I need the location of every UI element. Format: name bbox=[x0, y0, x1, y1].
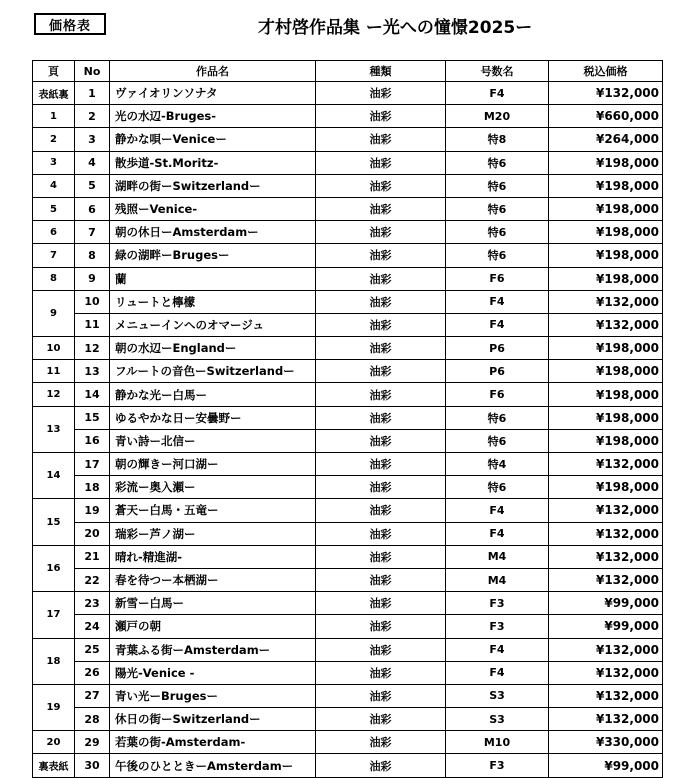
medium-cell: 油彩 bbox=[316, 244, 446, 267]
table-row bbox=[33, 313, 663, 336]
table-row bbox=[33, 731, 663, 754]
title-cell: 午後のひとときーAmsterdamー bbox=[110, 754, 316, 777]
title-cell: 蒼天ー白馬・五竜ー bbox=[110, 499, 316, 522]
title-cell: 若葉の街-Amsterdam- bbox=[110, 731, 316, 754]
table-row bbox=[33, 638, 663, 661]
no-cell: 4 bbox=[75, 151, 110, 174]
price-list-badge: 価格表 bbox=[34, 13, 106, 35]
no-cell: 20 bbox=[75, 522, 110, 545]
no-cell: 3 bbox=[75, 128, 110, 151]
medium-cell: 油彩 bbox=[316, 429, 446, 452]
page-cell: 9 bbox=[33, 290, 75, 336]
size-cell: P6 bbox=[446, 360, 549, 383]
price-cell: ¥198,000 bbox=[549, 174, 663, 197]
size-cell: 特8 bbox=[446, 128, 549, 151]
title-cell: 残照ーVenice- bbox=[110, 197, 316, 220]
size-cell: F4 bbox=[446, 313, 549, 336]
table-row bbox=[33, 244, 663, 267]
price-cell: ¥99,000 bbox=[549, 592, 663, 615]
title-cell: 朝の水辺ーEnglandー bbox=[110, 337, 316, 360]
header-no: No bbox=[75, 61, 110, 82]
no-cell: 17 bbox=[75, 453, 110, 476]
table-row bbox=[33, 708, 663, 731]
size-cell: P6 bbox=[446, 337, 549, 360]
medium-cell: 油彩 bbox=[316, 151, 446, 174]
medium-cell: 油彩 bbox=[316, 197, 446, 220]
size-cell: 特6 bbox=[446, 476, 549, 499]
price-cell: ¥132,000 bbox=[549, 708, 663, 731]
page-cell: 表紙裏 bbox=[33, 82, 75, 105]
table-row bbox=[33, 684, 663, 707]
size-cell: 特6 bbox=[446, 151, 549, 174]
price-cell: ¥99,000 bbox=[549, 754, 663, 777]
no-cell: 18 bbox=[75, 476, 110, 499]
page-cell: 10 bbox=[33, 337, 75, 360]
medium-cell: 油彩 bbox=[316, 406, 446, 429]
header-name: 作品名 bbox=[110, 61, 316, 82]
price-cell: ¥198,000 bbox=[549, 151, 663, 174]
title-cell: 晴れ-精進湖- bbox=[110, 545, 316, 568]
no-cell: 19 bbox=[75, 499, 110, 522]
size-cell: S3 bbox=[446, 708, 549, 731]
title-cell: フルートの音色ーSwitzerlandー bbox=[110, 360, 316, 383]
title-cell: 休日の街ーSwitzerlandー bbox=[110, 708, 316, 731]
medium-cell: 油彩 bbox=[316, 267, 446, 290]
price-cell: ¥198,000 bbox=[549, 383, 663, 406]
price-cell: ¥132,000 bbox=[549, 684, 663, 707]
header-size: 号数名 bbox=[446, 61, 549, 82]
page-cell: 4 bbox=[33, 174, 75, 197]
header-price: 税込価格 bbox=[549, 61, 663, 82]
no-cell: 21 bbox=[75, 545, 110, 568]
table-row bbox=[33, 151, 663, 174]
table-row bbox=[33, 174, 663, 197]
medium-cell: 油彩 bbox=[316, 661, 446, 684]
title-cell: ヴァイオリンソナタ bbox=[110, 82, 316, 105]
table-body bbox=[33, 82, 663, 778]
size-cell: 特6 bbox=[446, 197, 549, 220]
no-cell: 23 bbox=[75, 592, 110, 615]
medium-cell: 油彩 bbox=[316, 708, 446, 731]
title-cell: 静かな光ー白馬ー bbox=[110, 383, 316, 406]
size-cell: F3 bbox=[446, 754, 549, 777]
price-cell: ¥198,000 bbox=[549, 476, 663, 499]
table-row bbox=[33, 337, 663, 360]
no-cell: 25 bbox=[75, 638, 110, 661]
page-title: 才村啓作品集 ー光への憧憬2025ー bbox=[258, 18, 533, 38]
page-cell: 7 bbox=[33, 244, 75, 267]
price-cell: ¥198,000 bbox=[549, 406, 663, 429]
title-cell: 静かな唄ーVeniceー bbox=[110, 128, 316, 151]
price-cell: ¥132,000 bbox=[549, 453, 663, 476]
medium-cell: 油彩 bbox=[316, 313, 446, 336]
page-cell: 6 bbox=[33, 221, 75, 244]
table-row bbox=[33, 568, 663, 591]
title-cell: 朝の輝きー河口湖ー bbox=[110, 453, 316, 476]
table-row bbox=[33, 522, 663, 545]
size-cell: F6 bbox=[446, 383, 549, 406]
medium-cell: 油彩 bbox=[316, 360, 446, 383]
price-cell: ¥198,000 bbox=[549, 360, 663, 383]
size-cell: F3 bbox=[446, 615, 549, 638]
no-cell: 9 bbox=[75, 267, 110, 290]
table-row bbox=[33, 221, 663, 244]
medium-cell: 油彩 bbox=[316, 453, 446, 476]
title-cell: 瑞彩ー芦ノ湖ー bbox=[110, 522, 316, 545]
price-cell: ¥132,000 bbox=[549, 522, 663, 545]
size-cell: 特6 bbox=[446, 429, 549, 452]
medium-cell: 油彩 bbox=[316, 638, 446, 661]
price-table bbox=[32, 60, 663, 778]
no-cell: 11 bbox=[75, 313, 110, 336]
no-cell: 14 bbox=[75, 383, 110, 406]
size-cell: M4 bbox=[446, 568, 549, 591]
size-cell: M10 bbox=[446, 731, 549, 754]
medium-cell: 油彩 bbox=[316, 522, 446, 545]
price-cell: ¥198,000 bbox=[549, 267, 663, 290]
table-header-row bbox=[33, 61, 663, 82]
medium-cell: 油彩 bbox=[316, 290, 446, 313]
medium-cell: 油彩 bbox=[316, 383, 446, 406]
no-cell: 1 bbox=[75, 82, 110, 105]
size-cell: M4 bbox=[446, 545, 549, 568]
no-cell: 10 bbox=[75, 290, 110, 313]
page-cell: 裏表紙 bbox=[33, 754, 75, 777]
title-cell: 緑の湖畔ーBrugesー bbox=[110, 244, 316, 267]
no-cell: 12 bbox=[75, 337, 110, 360]
medium-cell: 油彩 bbox=[316, 476, 446, 499]
price-cell: ¥264,000 bbox=[549, 128, 663, 151]
page-cell: 1 bbox=[33, 105, 75, 128]
no-cell: 28 bbox=[75, 708, 110, 731]
table-row bbox=[33, 476, 663, 499]
table-row bbox=[33, 360, 663, 383]
title-cell: リュートと檸檬 bbox=[110, 290, 316, 313]
page-cell: 8 bbox=[33, 267, 75, 290]
no-cell: 5 bbox=[75, 174, 110, 197]
medium-cell: 油彩 bbox=[316, 82, 446, 105]
table-row bbox=[33, 499, 663, 522]
page-cell: 13 bbox=[33, 406, 75, 452]
medium-cell: 油彩 bbox=[316, 337, 446, 360]
no-cell: 15 bbox=[75, 406, 110, 429]
page-cell: 17 bbox=[33, 592, 75, 638]
size-cell: F3 bbox=[446, 592, 549, 615]
size-cell: F6 bbox=[446, 267, 549, 290]
price-cell: ¥132,000 bbox=[549, 568, 663, 591]
page-cell: 15 bbox=[33, 499, 75, 545]
medium-cell: 油彩 bbox=[316, 545, 446, 568]
title-cell: メニューインへのオマージュ bbox=[110, 313, 316, 336]
page-cell: 12 bbox=[33, 383, 75, 406]
price-cell: ¥132,000 bbox=[549, 290, 663, 313]
title-cell: 青い光ーBrugesー bbox=[110, 684, 316, 707]
no-cell: 8 bbox=[75, 244, 110, 267]
page-cell: 18 bbox=[33, 638, 75, 684]
medium-cell: 油彩 bbox=[316, 105, 446, 128]
price-cell: ¥198,000 bbox=[549, 429, 663, 452]
price-cell: ¥198,000 bbox=[549, 221, 663, 244]
size-cell: F4 bbox=[446, 290, 549, 313]
price-cell: ¥132,000 bbox=[549, 545, 663, 568]
table-row bbox=[33, 128, 663, 151]
size-cell: 特6 bbox=[446, 221, 549, 244]
medium-cell: 油彩 bbox=[316, 128, 446, 151]
medium-cell: 油彩 bbox=[316, 221, 446, 244]
medium-cell: 油彩 bbox=[316, 731, 446, 754]
no-cell: 13 bbox=[75, 360, 110, 383]
title-cell: 光の水辺-Bruges- bbox=[110, 105, 316, 128]
page-cell: 3 bbox=[33, 151, 75, 174]
page-cell: 2 bbox=[33, 128, 75, 151]
medium-cell: 油彩 bbox=[316, 615, 446, 638]
price-cell: ¥198,000 bbox=[549, 244, 663, 267]
page-cell: 5 bbox=[33, 197, 75, 220]
title-cell: 青葉ふる街ーAmsterdamー bbox=[110, 638, 316, 661]
size-cell: F4 bbox=[446, 661, 549, 684]
size-cell: 特6 bbox=[446, 174, 549, 197]
title-cell: 青い詩ー北信ー bbox=[110, 429, 316, 452]
table-row bbox=[33, 754, 663, 777]
table-row bbox=[33, 267, 663, 290]
table-row bbox=[33, 290, 663, 313]
size-cell: 特6 bbox=[446, 406, 549, 429]
price-cell: ¥99,000 bbox=[549, 615, 663, 638]
price-cell: ¥132,000 bbox=[549, 661, 663, 684]
medium-cell: 油彩 bbox=[316, 174, 446, 197]
title-cell: 湖畔の街ーSwitzerlandー bbox=[110, 174, 316, 197]
price-cell: ¥132,000 bbox=[549, 638, 663, 661]
no-cell: 24 bbox=[75, 615, 110, 638]
price-cell: ¥330,000 bbox=[549, 731, 663, 754]
table-row bbox=[33, 592, 663, 615]
medium-cell: 油彩 bbox=[316, 754, 446, 777]
no-cell: 7 bbox=[75, 221, 110, 244]
price-cell: ¥198,000 bbox=[549, 337, 663, 360]
no-cell: 16 bbox=[75, 429, 110, 452]
medium-cell: 油彩 bbox=[316, 568, 446, 591]
table-row bbox=[33, 82, 663, 105]
table-row bbox=[33, 545, 663, 568]
table-row bbox=[33, 406, 663, 429]
no-cell: 29 bbox=[75, 731, 110, 754]
size-cell: F4 bbox=[446, 638, 549, 661]
no-cell: 27 bbox=[75, 684, 110, 707]
title-cell: 朝の休日ーAmsterdamー bbox=[110, 221, 316, 244]
size-cell: M20 bbox=[446, 105, 549, 128]
price-cell: ¥132,000 bbox=[549, 313, 663, 336]
title-cell: 春を待つー本栖湖ー bbox=[110, 568, 316, 591]
title-cell: 蘭 bbox=[110, 267, 316, 290]
size-cell: 特4 bbox=[446, 453, 549, 476]
page-cell: 11 bbox=[33, 360, 75, 383]
title-cell: 新雪ー白馬ー bbox=[110, 592, 316, 615]
no-cell: 22 bbox=[75, 568, 110, 591]
price-cell: ¥132,000 bbox=[549, 82, 663, 105]
no-cell: 2 bbox=[75, 105, 110, 128]
table-row bbox=[33, 429, 663, 452]
table-row bbox=[33, 661, 663, 684]
table-row bbox=[33, 615, 663, 638]
no-cell: 6 bbox=[75, 197, 110, 220]
page-cell: 16 bbox=[33, 545, 75, 591]
medium-cell: 油彩 bbox=[316, 592, 446, 615]
no-cell: 26 bbox=[75, 661, 110, 684]
size-cell: F4 bbox=[446, 499, 549, 522]
page-cell: 19 bbox=[33, 684, 75, 730]
size-cell: F4 bbox=[446, 82, 549, 105]
price-cell: ¥660,000 bbox=[549, 105, 663, 128]
title-cell: 散歩道-St.Moritz- bbox=[110, 151, 316, 174]
header-kind: 種類 bbox=[316, 61, 446, 82]
page-cell: 20 bbox=[33, 731, 75, 754]
medium-cell: 油彩 bbox=[316, 684, 446, 707]
table-row bbox=[33, 105, 663, 128]
no-cell: 30 bbox=[75, 754, 110, 777]
page-cell: 14 bbox=[33, 453, 75, 499]
title-cell: ゆるやかな日ー安曇野ー bbox=[110, 406, 316, 429]
medium-cell: 油彩 bbox=[316, 499, 446, 522]
title-cell: 彩流ー奥入瀬ー bbox=[110, 476, 316, 499]
title-cell: 瀬戸の朝 bbox=[110, 615, 316, 638]
title-cell: 陽光-Venice - bbox=[110, 661, 316, 684]
table-row bbox=[33, 383, 663, 406]
size-cell: 特6 bbox=[446, 244, 549, 267]
size-cell: S3 bbox=[446, 684, 549, 707]
size-cell: F4 bbox=[446, 522, 549, 545]
table-row bbox=[33, 197, 663, 220]
price-cell: ¥132,000 bbox=[549, 499, 663, 522]
price-cell: ¥198,000 bbox=[549, 197, 663, 220]
table-row bbox=[33, 453, 663, 476]
header-page: 頁 bbox=[33, 61, 75, 82]
